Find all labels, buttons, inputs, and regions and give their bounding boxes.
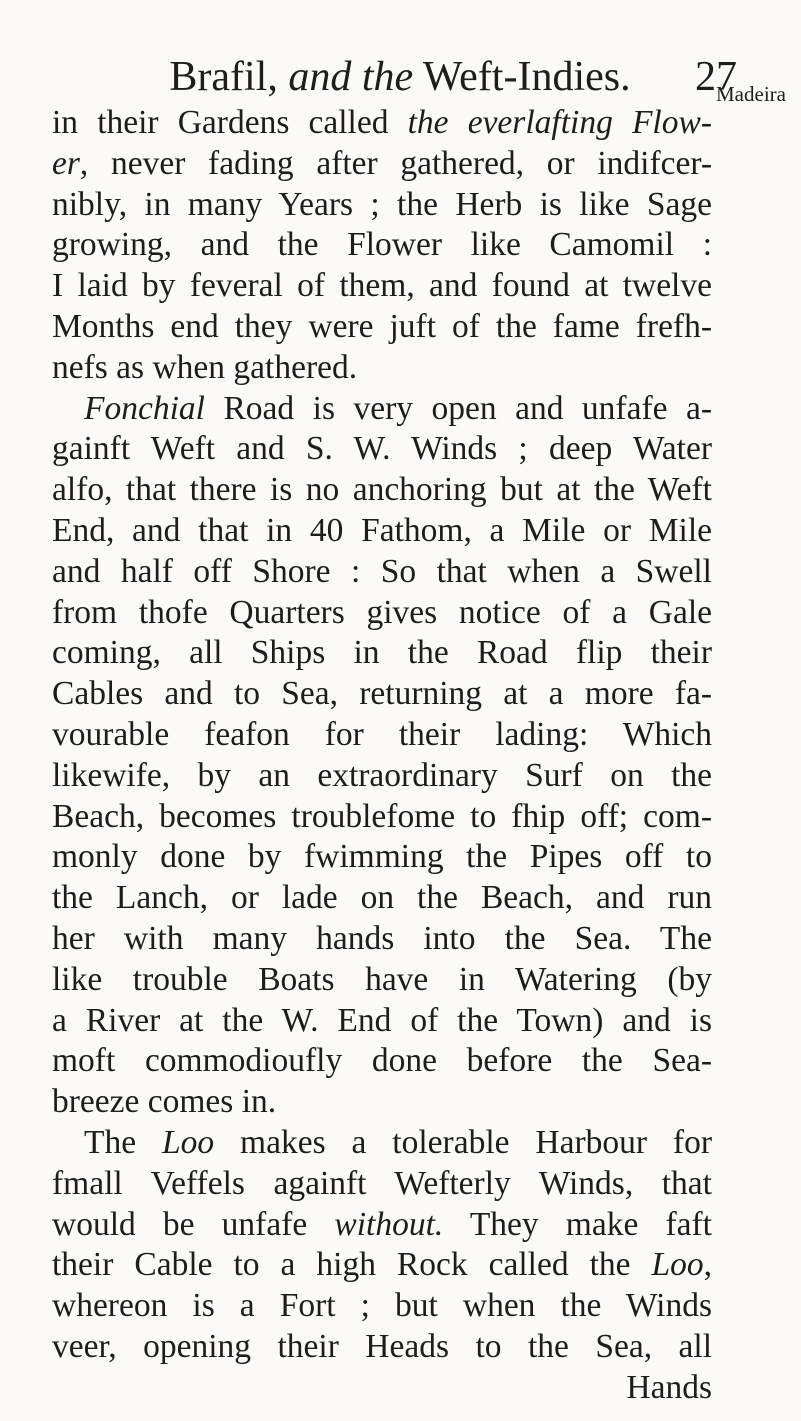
text-segment: breeze comes in. [52,1083,277,1121]
text-segment: They make faft [443,1205,712,1243]
title-suffix: Weft-Indies. [413,54,631,100]
italic-text: er [52,144,80,182]
text-segment: alfo, that there is no anchoring but at the Weft [52,471,712,509]
text-line [52,919,712,960]
text-line [52,1327,712,1368]
text-segment: nibly, in many Years ; the Herb is like Sage [52,185,712,223]
text-segment: would be unfafe [52,1205,335,1243]
text-line [52,511,712,552]
italic-text: without. [334,1205,444,1243]
text-line [52,552,712,593]
text-segment: veer, opening their Heads to the Sea, all [52,1327,712,1365]
text-line [52,144,712,185]
text-segment: , [703,1246,712,1284]
text-line [52,225,712,266]
text-segment: nefs as when gathered. [52,348,358,386]
text-segment: vourable feafon for their lading: Which [52,715,712,753]
text-line [52,715,712,756]
text-line [52,633,712,674]
text-segment: End, and that in 40 Fathom, a Mile or Mile [52,511,712,549]
text-segment: fmall Veffels againft Wefterly Winds, that [52,1164,712,1202]
text-line [52,185,712,226]
text-line [52,960,712,1001]
text-line [52,348,712,389]
margin-note: Madeira [716,82,786,106]
italic-text: Loo [651,1246,704,1284]
text-line [52,1368,712,1409]
text-segment: Months end they were juft of the fame frefh- [52,307,712,345]
text-line [52,756,712,797]
text-line [52,307,712,348]
text-line [52,470,712,511]
text-segment: I laid by feveral of them, and found at twelve [52,267,712,305]
text-line [52,593,712,634]
text-segment: in their Gardens called [52,104,408,141]
page-number: 27 [695,54,737,100]
text-segment: gainft Weft and S. W. Winds ; deep Water [52,430,712,468]
title-prefix: Brafil, [169,54,289,100]
text-segment: moft commodioufly done before the Sea- [52,1042,712,1080]
text-segment: whereon is a Fort ; but when the Winds [52,1287,712,1325]
text-line [52,1164,712,1205]
text-line [52,878,712,919]
text-segment: growing, and the Flower like Camomil : [52,226,712,264]
running-title [140,52,660,102]
body-text [52,103,712,1409]
text-line [52,266,712,307]
title-italic: and the [288,54,414,100]
text-segment: like trouble Boats have in Watering (by [52,960,712,998]
italic-text: the everlafting Flow- [407,104,712,141]
text-line [52,1001,712,1042]
running-header [0,52,801,102]
italic-text: Fonchial [84,389,205,427]
text-line [52,1205,712,1246]
text-segment: their Cable to a high Rock called the [52,1246,652,1284]
text-line [52,1286,712,1327]
text-line [52,1245,712,1286]
text-segment: Beach, becomes troublefome to fhip off; com- [52,797,712,835]
text-line [52,389,712,430]
text-line [52,1082,712,1123]
text-segment: from thofe Quarters gives notice of a Gale [52,593,712,631]
text-line [52,797,712,838]
text-line [52,103,712,144]
text-segment: Hands [626,1368,712,1406]
text-segment: the Lanch, or lade on the Beach, and run [52,879,712,917]
text-line [52,1123,712,1164]
text-segment: Road is very open and unfafe a- [204,389,712,427]
text-segment: monly done by fwimming the Pipes off to [52,838,712,876]
text-line [52,429,712,470]
italic-text: Loo [162,1123,215,1161]
text-segment: a River at the W. End of the Town) and is [52,1001,712,1039]
text-segment: likewife, by an extraordinary Surf on the [52,756,712,794]
text-segment: makes a tolerable Harbour for [214,1123,712,1161]
text-segment: , never fading after gathered, or indifcer- [79,144,712,182]
text-segment: and half off Shore : So that when a Swell [52,552,712,590]
text-segment: Cables and to Sea, returning at a more fa- [52,675,712,713]
text-segment: coming, all Ships in the Road flip their [52,634,712,672]
text-line [52,1041,712,1082]
text-line [52,837,712,878]
text-line [52,674,712,715]
text-segment: her with many hands into the Sea. The [52,919,712,957]
text-segment: The [84,1123,162,1161]
